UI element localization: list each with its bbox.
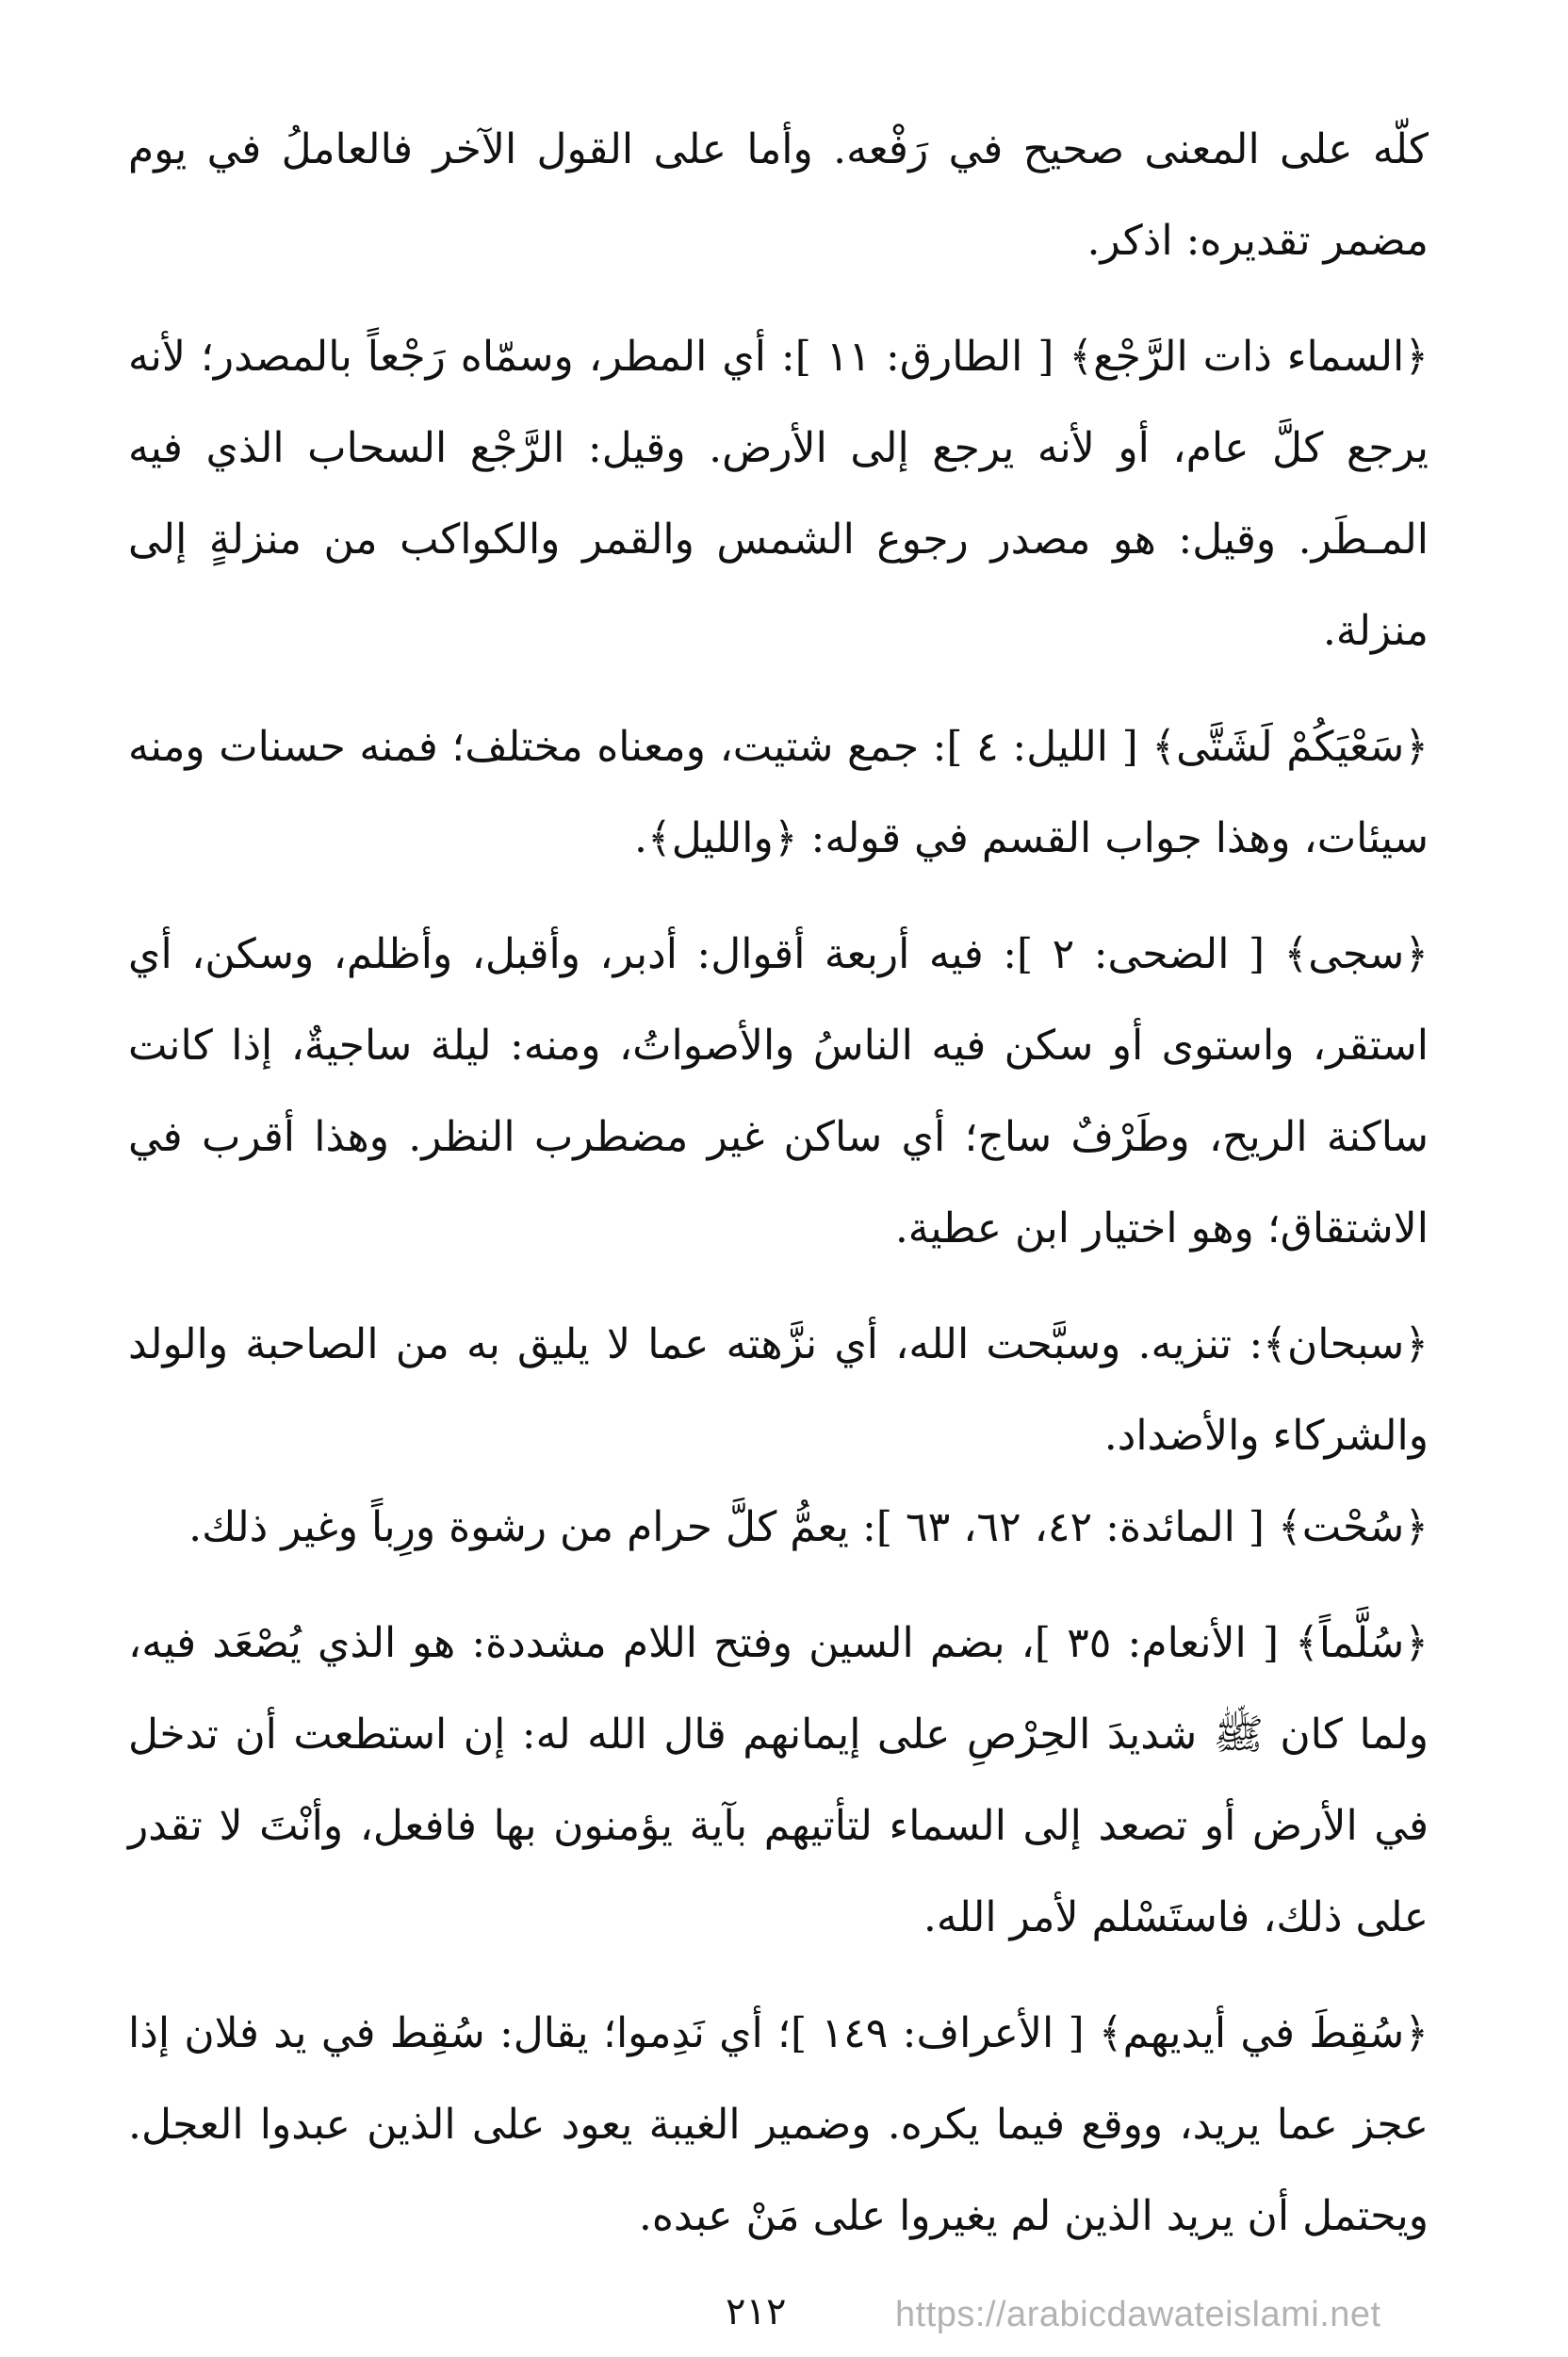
paragraph-4: ﴿سجى﴾ [ الضحى: ٢ ]: فيه أربعة أقوال: أدبر، وأقبل، وأظلم، وسكن، أي استقر، واستوى أو سكن فيه الناسُ والأصواتُ، ومنه: ليلة ساجيةٌ، إذا كانت ساكنة الريح، وطَرْفٌ ساج؛ أي ساكن غير مضطرب النظر. وهذا أقرب في الاشتقاق؛ وهو اختيار ابن عطية.	[128, 930, 1429, 1252]
paragraph-2: ﴿السماء ذات الرَّجْع﴾ [ الطارق: ١١ ]: أي المطر، وسمّاه رَجْعاً بالمصدر؛ لأنه يرجع كلَّ عام، أو لأنه يرجع إلى الأرض. وقيل: الرَّجْع السحاب الذي فيه المـطَر. وقيل: هو مصدر رجوع الشمس والقمر والكواكب من منزلةٍ إلى منزلة.	[128, 333, 1429, 655]
paragraph-3: ﴿سَعْيَكُمْ لَشَتَّى﴾ [ الليل: ٤ ]: جمع شتيت، ومعناه مختلف؛ فمنه حسنات ومنه سيئات، وهذا جواب القسم في قوله: ﴿والليل﴾.	[128, 723, 1429, 862]
page-number: ٢١٢	[726, 2290, 787, 2333]
paragraph-7: ﴿سُلَّماً﴾ [ الأنعام: ٣٥ ]، بضم السين وفتح اللام مشددة: هو الذي يُصْعَد فيه، ولما كان ﷺ شديدَ الحِرْصِ على إيمانهم قال الله له: إن استطعت أن تدخل في الأرض أو تصعد إلى السماء لتأتيهم بآية يؤمنون بها فافعل، وأنْتَ لا تقدر على ذلك، فاستَسْلم لأمر الله.	[128, 1619, 1429, 1941]
paragraph-5: ﴿سبحان﴾: تنزيه. وسبَّحت الله، أي نزَّهته عما لا يليق به من الصاحبة والولد والشركاء والأضداد.	[128, 1320, 1429, 1460]
paragraph-8: ﴿سُقِطَ في أيديهم﴾ [ الأعراف: ١٤٩ ]؛ أي نَدِموا؛ يقال: سُقِط في يد فلان إذا عجز عما يريد، ووقع فيما يكره. وضمير الغيبة يعود على الذين عبدوا العجل. ويحتمل أن يريد الذين لم يغيروا على مَنْ عبده.	[128, 2009, 1429, 2240]
paragraph-6: ﴿سُحْت﴾ [ المائدة: ٤٢، ٦٢، ٦٣ ]: يعمُّ كلَّ حرام من رشوة ورِباً وغير ذلك.	[188, 1503, 1429, 1551]
page-body	[128, 104, 1429, 2286]
watermark-url[interactable]: https://arabicdawateislami.net	[895, 2295, 1381, 2334]
paragraph-1: كلّه على المعنى صحيح في رَفْعه. وأما على القول الآخر فالعاملُ في يوم مضمر تقديره: اذكر.	[128, 125, 1429, 265]
